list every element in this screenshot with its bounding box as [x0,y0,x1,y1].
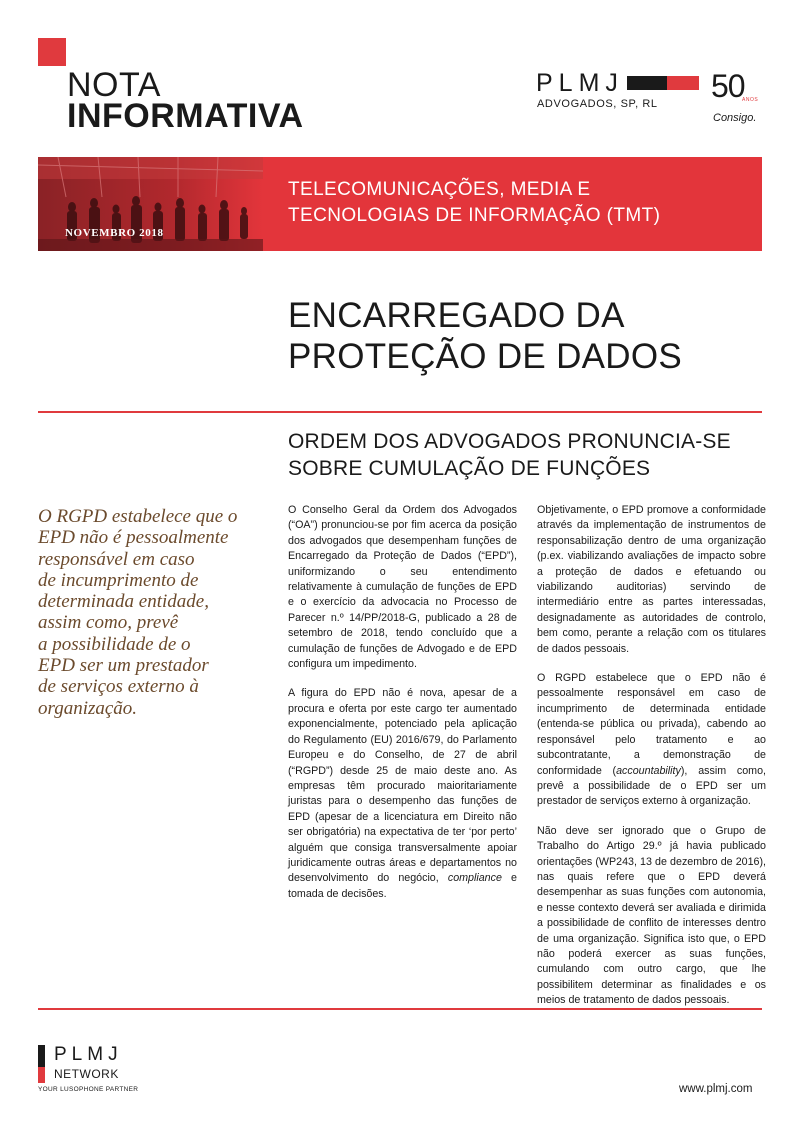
pull-quote-line: O RGPD estabelece que o [38,506,238,527]
paragraph-text: O RGPD estabelece que o EPD não é pessoalmente responsável em caso de incumprimento de determinada entidade (entenda-se pública ou privada), cabendo ao responsável pelo tratamento e ao subcontratante, a demonstração de conformidade ( [537,672,766,777]
pull-quote-line: EPD não é pessoalmente [38,527,229,549]
anniversary-number: 50 [711,68,745,104]
paragraph: O Conselho Geral da Ordem dos Advogados (“OA”) pronunciou-se por fim acerca da posição dos advogados que desempenham funções de Encarregado da Proteção de Dados (“EPD”), uniformizando o seu entendimento relativamente à cumulação de funções de EPD e o exercício da advocacia no Processo de Parecer n.º 14/PP/2018-G, publicado a 28 de setembro de 2018, tendo concluído que a cumulação de funções de Advogado e de EPD configura um impedimento. [288,504,517,671]
emphasis-text: compliance [447,872,502,885]
corner-red-square [38,38,66,66]
pull-quote-line: responsável em caso [38,548,195,570]
article-subtitle-line2: SOBRE CUMULAÇÃO DE FUNÇÕES [288,457,651,480]
plmj-logo-subtitle: ADVOGADOS, SP, RL [537,98,658,110]
paragraph-text: e tomada de decisões. [288,872,517,900]
plmj-network-logo-accent [38,1067,45,1083]
emphasis-text: accountability [616,764,681,777]
plmj-logo-bar-icon [627,76,699,90]
pull-quote-line: de incumprimento de [38,569,199,591]
divider-top [38,411,762,413]
paragraph: Não deve ser ignorado que o Grupo de Trabalho do Artigo 29.º já havia publicado orientações (WP243, 13 de dezembro de 2016), nas quais refere que o EPD deverá desempenhar as suas funções com autonomia, e nesse contexto deverá ser avaliada e dirimida a possibilidade de conflito de interesses dentro de uma organização. Significa isto que, o EPD não poderá exercer as suas funções, cumulando com outro cargo, que lhe possibilitem determinar as finalidades e os meios de tratamento de dados pessoais. [537,824,766,1007]
practice-area-line2: TECNOLOGIAS DE INFORMAÇÃO (TMT) [288,205,661,226]
masthead-informativa: INFORMATIVA [67,97,304,135]
article-title-line2: PROTEÇÃO DE DADOS [288,337,683,376]
anniversary-tagline: Consigo. [713,112,757,124]
footer-logo-tagline: YOUR LUSOPHONE PARTNER [38,1086,139,1093]
pull-quote [38,506,263,719]
website-link[interactable]: www.plmj.com [679,1083,753,1095]
issue-date: NOVEMBRO 2018 [65,227,164,239]
divider-bottom [38,1008,762,1010]
pull-quote-line: de serviços externo à [38,676,199,698]
pull-quote-line: organização. [38,697,138,719]
pull-quote-line: assim como, prevê [38,612,179,634]
pull-quote-line: determinada entidade, [38,591,209,613]
body-column-1 [288,503,517,916]
anniversary-anos: ANOS [742,97,759,103]
paragraph [288,686,517,902]
footer-logo-network: NETWORK [54,1067,119,1081]
practice-area-line1: TELECOMUNICAÇÕES, MEDIA E [288,179,591,200]
plmj-logo-wordmark: PLMJ [536,69,624,97]
pull-quote-line: a possibilidade de o [38,633,191,655]
pull-quote-line: EPD ser um prestador [38,655,209,677]
article-title-line1: ENCARREGADO DA [288,296,625,335]
article-subtitle-line1: ORDEM DOS ADVOGADOS PRONUNCIA-SE [288,430,731,453]
paragraph-text: A figura do EPD não é nova, apesar de a procura e oferta por este cargo ter aumentado exponencialmente, potenciado pela aplicação do Regulamento (EU) 2016/679, do Parlamento Europeu e do Conselho, de 27 de abril (“RGPD”) desde 25 de maio deste ano. As empresas têm procurado maioritariamente juristas para o desempenho das funções de EPD (apesar de a licenciatura em Direito não ser obrigatória) na expectativa de ter ‘por perto’ alguém que consiga transversalmente apoiar juridicamente outras áreas e departamentos no desenvolvimento do negócio, [288,687,517,885]
plmj-network-logo-icon [38,1045,45,1067]
footer-logo-wordmark: PLMJ [54,1044,123,1065]
paragraph-text: ), assim como, prevê a possibilidade de o EPD ser um prestador de serviços externo à organização. [537,764,766,808]
paragraph [537,671,766,810]
paragraph: Objetivamente, o EPD promove a conformidade através da implementação de instrumentos de responsabilização dentro de uma organização (p.ex. viabilizando avaliações de impacto sobre a proteção de dados e efetuando ou viabilizando auditorias) servindo de intermediário entre as partes interessadas, designadamente as autoridades de controlo, bem como, perante a relação com os titulares de dados pessoais. [537,504,766,655]
body-column-2 [537,503,766,1023]
masthead-nota: NOTA [67,66,161,104]
